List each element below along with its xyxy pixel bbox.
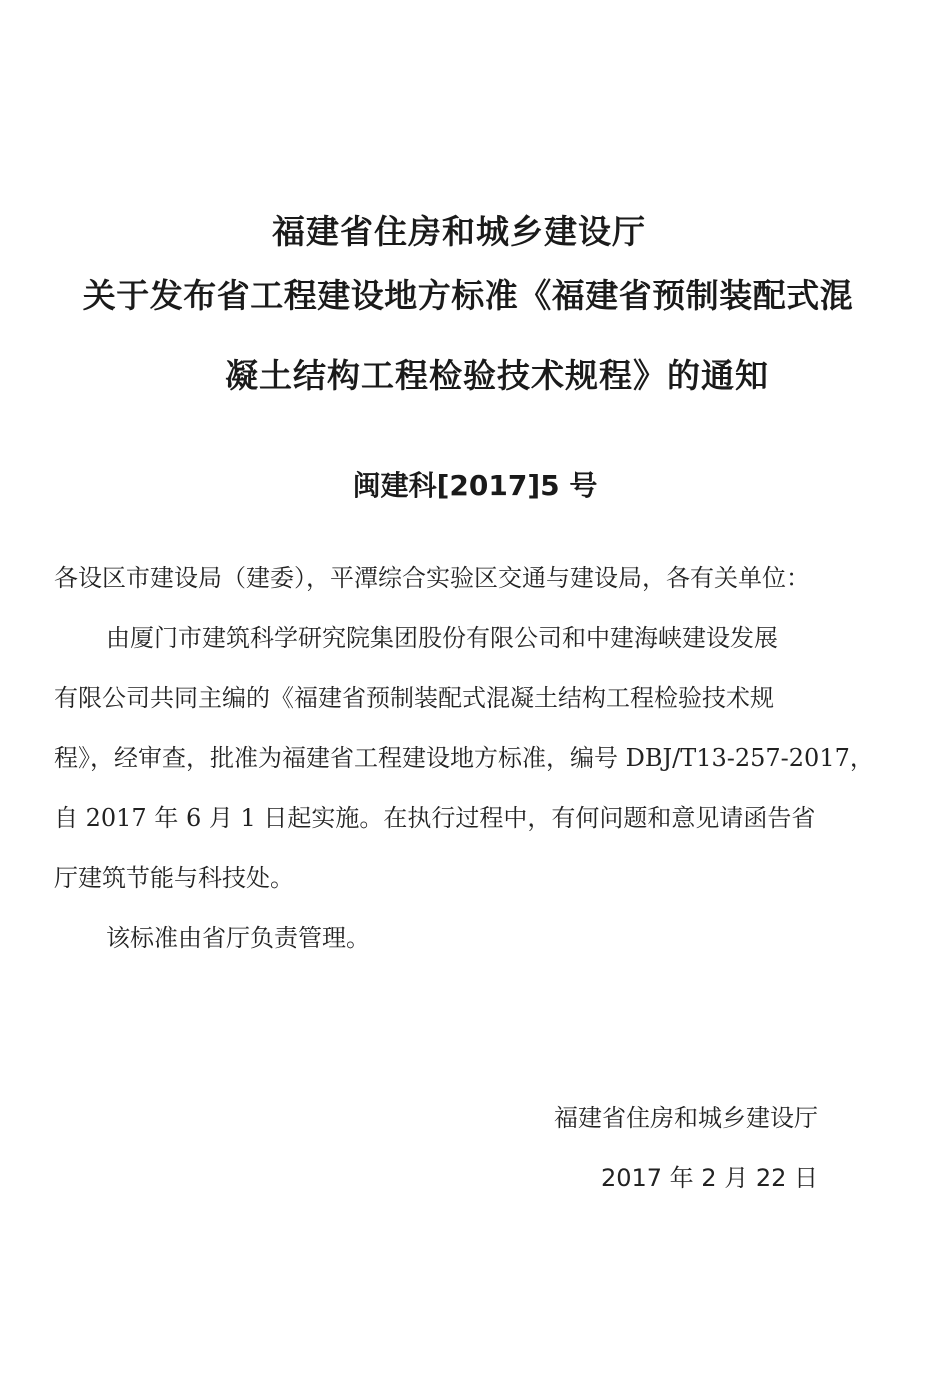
addressee-line: 各设区市建设局（建委），平潭综合实验区交通与建设局，各有关单位： (54, 564, 810, 592)
paragraph-2: 该标准由省厅负责管理。 (106, 924, 370, 952)
paragraph-1-line-1: 由厦门市建筑科学研究院集团股份有限公司和中建海峡建设发展 (106, 624, 778, 652)
signature-organization: 福建省住房和城乡建设厅 (554, 1104, 818, 1132)
paragraph-1-line-4: 自 2017 年 6 月 1 日起实施。在执行过程中，有何问题和意见请函告省 (54, 804, 816, 832)
signature-date: 2017 年 2 月 22 日 (600, 1164, 818, 1192)
notice-title-line-1: 福建省住房和城乡建设厅 (272, 212, 646, 251)
notice-title-line-2: 关于发布省工程建设地方标准《福建省预制装配式混 (82, 276, 854, 315)
paragraph-1-line-5: 厅建筑节能与科技处。 (54, 864, 294, 892)
paragraph-1-line-3: 程》，经审查，批准为福建省工程建设地方标准，编号 DBJ/T13-257-2017， (54, 744, 874, 772)
notice-title-line-3: 凝土结构工程检验技术规程》的通知 (225, 356, 769, 395)
paragraph-1-line-2: 有限公司共同主编的《福建省预制装配式混凝土结构工程检验技术规 (54, 684, 774, 712)
document-number: 闽建科[2017]5 号 (352, 469, 598, 502)
